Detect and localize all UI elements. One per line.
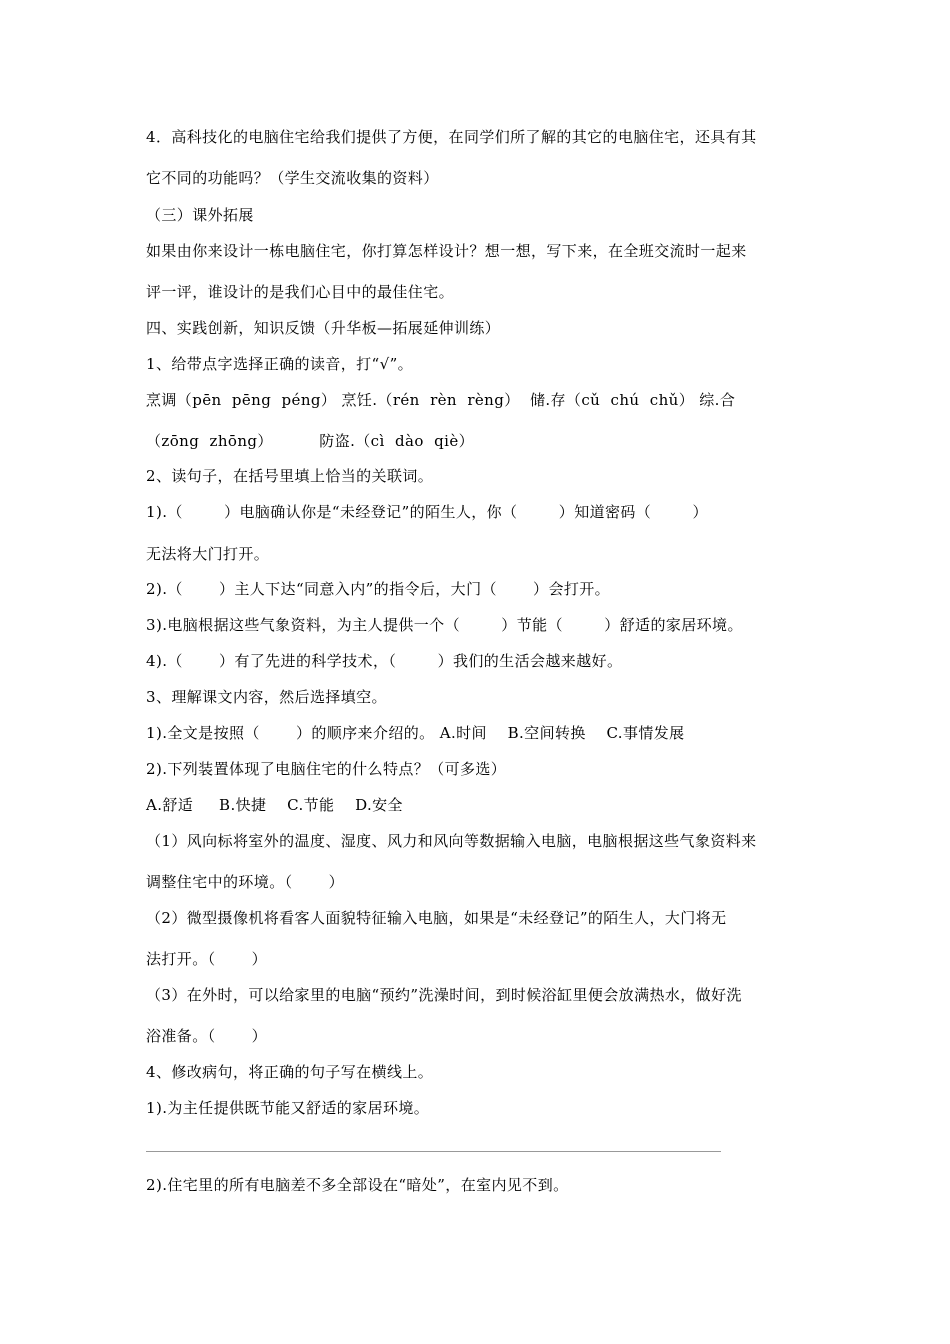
exercise-4-item-1: 1).为主任提供既节能又舒适的家居环境。 (146, 1099, 430, 1117)
exercise-1-pinyin-line-2: （zōng zhōng） 防盗.（cì dào qiè） (146, 432, 474, 450)
exercise-3-sub-2-line-1: （2）微型摄像机将看客人面貌特征输入电脑，如果是“未经登记”的陌生人，大门将无 (146, 909, 727, 927)
extension-heading: （三）课外拓展 (146, 206, 254, 224)
exercise-2-item-1-line-2: 无法将大门打开。 (146, 545, 270, 563)
exercise-3-item-2: 2).下列装置体现了电脑住宅的什么特点？（可多选） (146, 760, 507, 778)
exercise-3-item-1: 1).全文是按照（ ）的顺序来介绍的。 A.时间 B.空间转换 C.事情发展 (146, 724, 685, 742)
extension-text-line-2: 评一评，谁设计的是我们心目中的最佳住宅。 (146, 283, 455, 301)
exercise-2-title: 2、读句子，在括号里填上恰当的关联词。 (146, 467, 434, 485)
exercise-3-sub-1-line-2: 调整住宅中的环境。（ ） (146, 873, 345, 891)
extension-text-line-1: 如果由你来设计一栋电脑住宅，你打算怎样设计？想一想，写下来，在全班交流时一起来 (146, 242, 747, 260)
exercise-3-options: A.舒适 B.快捷 C.节能 D.安全 (146, 796, 403, 814)
exercise-3-sub-1-line-1: （1）风向标将室外的温度、湿度、风力和风向等数据输入电脑，电脑根据这些气象资料来 (146, 832, 757, 850)
exercise-3-sub-3-line-1: （3）在外时，可以给家里的电脑“预约”洗澡时间，到时候浴缸里便会放满热水，做好洗 (146, 986, 742, 1004)
exercise-2-item-3: 3).电脑根据这些气象资料，为主人提供一个（ ）节能（ ）舒适的家居环境。 (146, 616, 743, 634)
exercise-2-item-4: 4).（ ）有了先进的科学技术，（ ）我们的生活会越来越好。 (146, 652, 623, 670)
exercise-2-item-1-line-1: 1).（ ）电脑确认你是“未经登记”的陌生人，你（ ）知道密码（ ） (146, 503, 708, 521)
exercise-3-sub-3-line-2: 浴准备。（ ） (146, 1027, 268, 1045)
exercise-3-title: 3、理解课文内容，然后选择填空。 (146, 688, 387, 706)
exercise-4-title: 4、修改病句，将正确的句子写在横线上。 (146, 1063, 434, 1081)
exercise-1-pinyin-line-1: 烹调（pēn pēng péng） 烹饪.（rén rèn rèng） 储.存（cǔ chú chǔ） 综.合 (146, 391, 736, 409)
q4-intro-line-1: 4．高科技化的电脑住宅给我们提供了方便，在同学们所了解的其它的电脑住宅，还具有其 (146, 128, 757, 146)
q4-intro-line-2: 它不同的功能吗？（学生交流收集的资料） (146, 169, 439, 187)
exercise-3-sub-2-line-2: 法打开。（ ） (146, 950, 268, 968)
answer-line (146, 1151, 721, 1152)
section-4-heading: 四、实践创新，知识反馈（升华板—拓展延伸训练） (146, 319, 501, 337)
exercise-2-item-2: 2).（ ）主人下达“同意入内”的指令后，大门（ ）会打开。 (146, 580, 611, 598)
exercise-1-title: 1、给带点字选择正确的读音，打“√”。 (146, 355, 414, 373)
exercise-4-item-2: 2).住宅里的所有电脑差不多全部设在“暗处”，在室内见不到。 (146, 1176, 569, 1194)
